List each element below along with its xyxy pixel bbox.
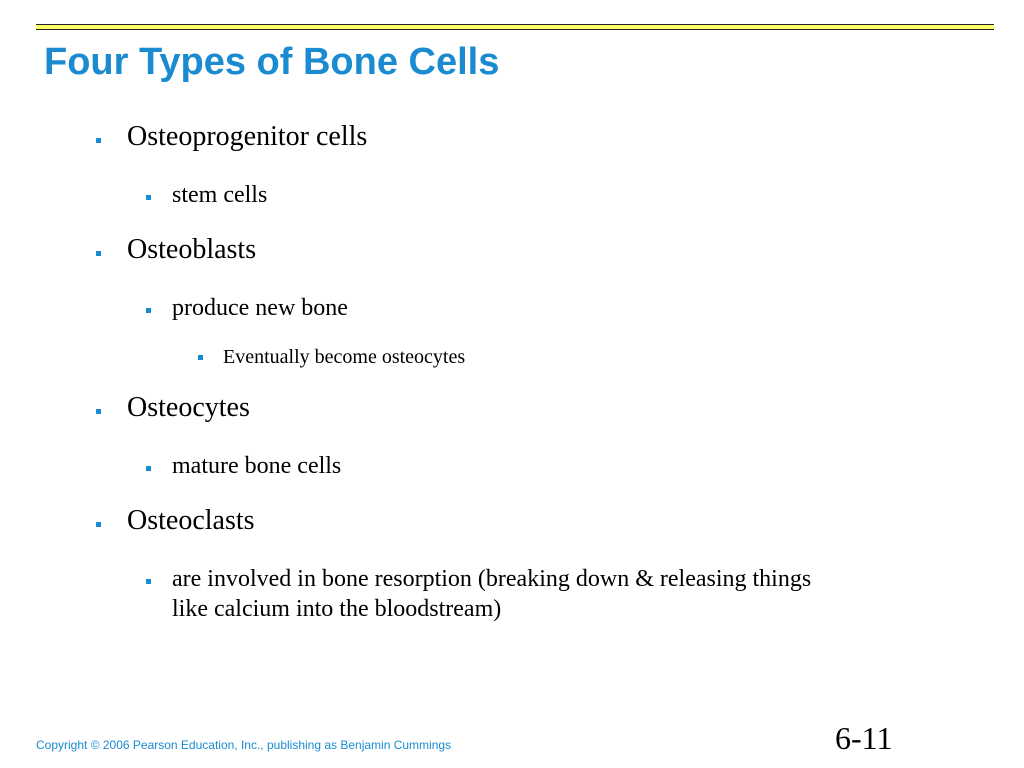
copyright-footer: Copyright © 2006 Pearson Education, Inc., publishing as Benjamin Cummings <box>36 738 452 752</box>
slide-title: Four Types of Bone Cells <box>44 41 500 83</box>
bullet-marker-icon <box>146 308 151 313</box>
bullet-osteoclasts: Osteoclasts <box>127 505 255 536</box>
sub-bullet-mature-bone-cells: mature bone cells <box>172 453 342 479</box>
bullet-marker-icon <box>146 195 151 200</box>
slide-number: 6-11 <box>835 720 893 756</box>
bullet-marker-icon <box>96 409 101 414</box>
bullet-marker-icon <box>198 355 203 360</box>
bullet-osteoprogenitor: Osteoprogenitor cells <box>127 121 368 152</box>
bullet-osteoblasts: Osteoblasts <box>127 234 257 265</box>
sub-bullet-resorption-line1: are involved in bone resorption (breaking down & releasing things <box>172 566 812 592</box>
sub-bullet-produce-new-bone: produce new bone <box>172 295 348 321</box>
bullet-marker-icon <box>96 251 101 256</box>
sub-bullet-resorption-line2: like calcium into the bloodstream) <box>172 596 502 622</box>
bullet-marker-icon <box>146 579 151 584</box>
bullet-marker-icon <box>96 522 101 527</box>
bullet-marker-icon <box>96 138 101 143</box>
sub-bullet-stem-cells: stem cells <box>172 182 268 208</box>
bullet-marker-icon <box>146 466 151 471</box>
header-rule <box>36 24 994 30</box>
bullet-osteocytes: Osteocytes <box>127 392 250 423</box>
sub-sub-bullet-become-osteocytes: Eventually become osteocytes <box>223 346 466 368</box>
